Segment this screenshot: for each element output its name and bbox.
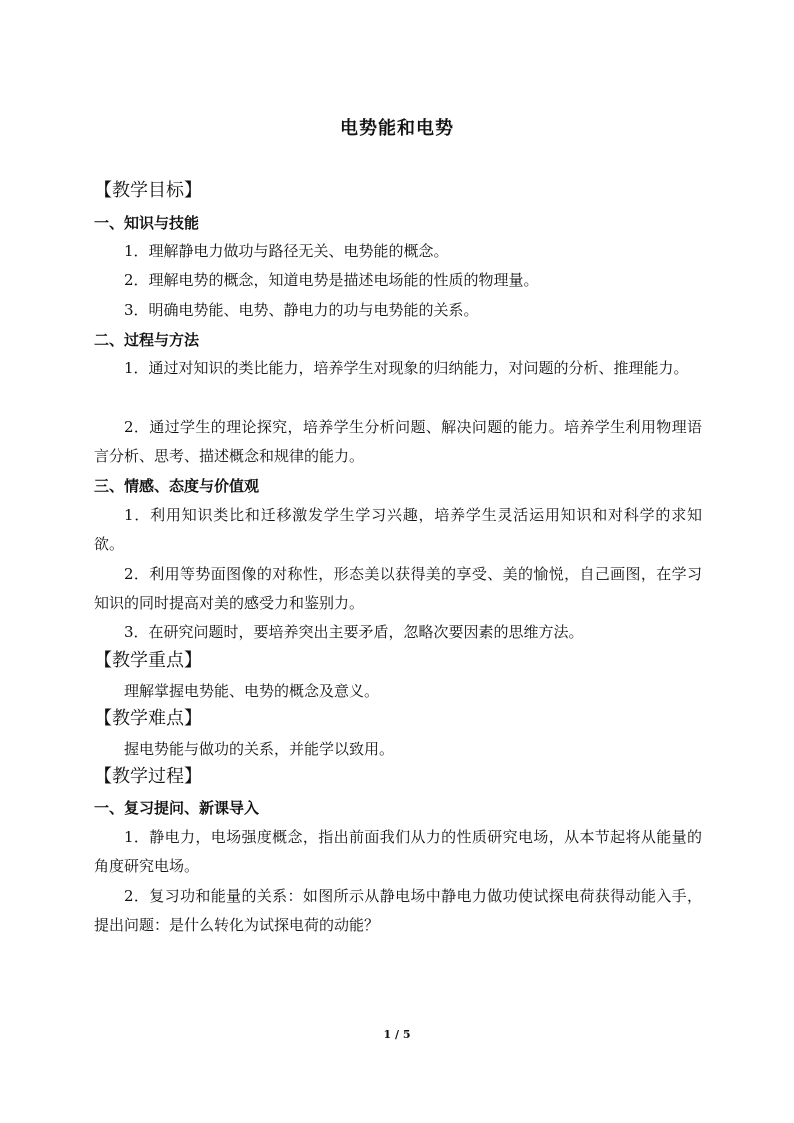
section4-item: 2．复习功和能量的关系：如图所示从静电场中静电力做功使试探电荷获得动能入手，提出问题：是什么转化为试探电荷的动能？ bbox=[94, 887, 702, 934]
section4-item: 1．静电力，电场强度概念，指出前面我们从力的性质研究电场，从本节起将从能量的角度研究电场。 bbox=[94, 828, 702, 875]
section2-heading: 二、过程与方法 bbox=[94, 331, 200, 349]
section1-item: 3．明确电势能、电势、静电力的功与电势能的关系。 bbox=[124, 301, 479, 319]
goals-heading: 【教学目标】 bbox=[94, 180, 202, 201]
page-title: 电势能和电势 bbox=[340, 118, 454, 139]
section3-item: 2．利用等势面图像的对称性，形态美以获得美的享受、美的愉悦，自己画图，在学习知识的同时提高对美的感受力和鉴别力。 bbox=[94, 565, 702, 612]
difficulty-heading: 【教学难点】 bbox=[94, 708, 202, 729]
difficulty-text: 握电势能与做功的关系，并能学以致用。 bbox=[124, 740, 395, 758]
section3-item: 3．在研究问题时，要培养突出主要矛盾，忽略次要因素的思维方法。 bbox=[124, 623, 584, 641]
process-heading: 【教学过程】 bbox=[94, 766, 202, 787]
page-number: 1 / 5 bbox=[383, 1028, 411, 1041]
section4-heading: 一、复习提问、新课导入 bbox=[94, 799, 260, 817]
section1-heading: 一、知识与技能 bbox=[94, 214, 200, 232]
section2-item: 1．通过对知识的类比能力，培养学生对现象的归纳能力，对问题的分析、推理能力。 bbox=[124, 359, 689, 377]
section3-item: 1．利用知识类比和迁移激发学生学习兴趣，培养学生灵活运用知识和对科学的求知欲。 bbox=[94, 506, 702, 553]
key-text: 理解掌握电势能、电势的概念及意义。 bbox=[124, 682, 380, 700]
section1-item: 1．理解静电力做功与路径无关、电势能的概念。 bbox=[124, 242, 449, 260]
key-heading: 【教学重点】 bbox=[94, 650, 202, 671]
section3-heading: 三、情感、态度与价值观 bbox=[94, 477, 260, 495]
section2-item: 2．通过学生的理论探究，培养学生分析问题、解决问题的能力。培养学生利用物理语言分析、思考、描述概念和规律的能力。 bbox=[94, 418, 702, 465]
section1-item: 2．理解电势的概念，知道电势是描述电场能的性质的物理量。 bbox=[124, 271, 539, 289]
